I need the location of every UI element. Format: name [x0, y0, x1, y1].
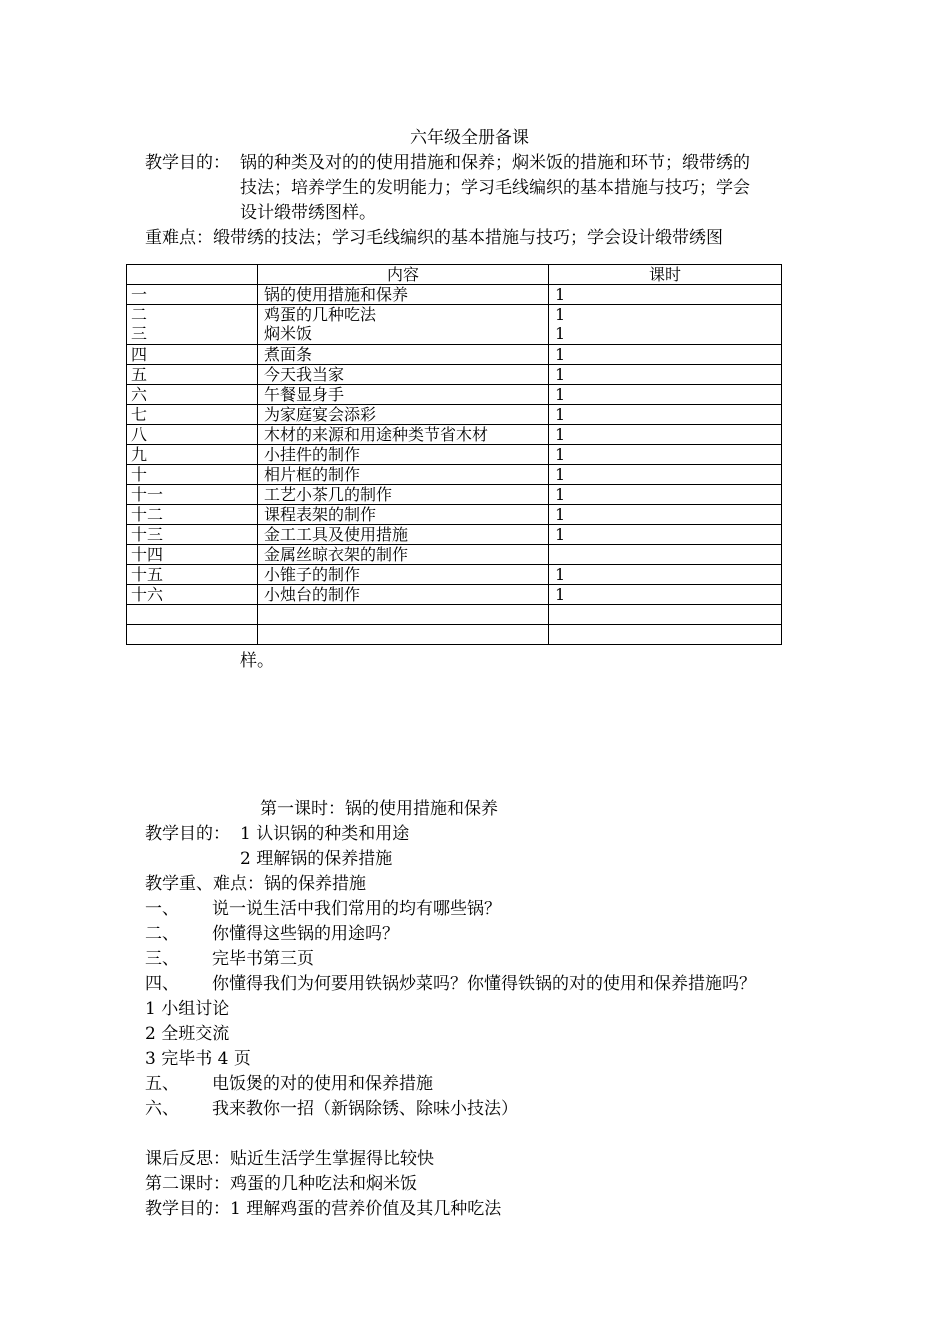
lesson1-objectives-label: 教学目的：: [145, 824, 230, 844]
empty-cell: [549, 605, 782, 625]
table-row: [127, 505, 782, 525]
lesson2-objective: 教学目的：1 理解鸡蛋的营养价值及其几种吃法: [145, 1199, 502, 1219]
row-content: 小锥子的制作: [258, 565, 549, 585]
table-row-empty: [127, 625, 782, 645]
row-hours: 1: [549, 405, 782, 425]
row-hours: 1: [549, 465, 782, 485]
row-num: 九: [127, 445, 258, 465]
row-num: 十五: [127, 565, 258, 585]
row-content: 小挂件的制作: [258, 445, 549, 465]
row-num: 十: [127, 465, 258, 485]
row-num-merged: [127, 305, 258, 345]
objectives-label: 教学目的：: [145, 153, 230, 173]
row-hours: [549, 545, 782, 565]
step-text: 你懂得这些锅的用途吗？: [212, 924, 399, 944]
table-row: [127, 385, 782, 405]
row-content: 今天我当家: [258, 365, 549, 385]
row-content: 木材的来源和用途种类节省木材: [258, 425, 549, 445]
row-content: 相片框的制作: [258, 465, 549, 485]
table-row: [127, 485, 782, 505]
table-row: [127, 285, 782, 305]
table-row: [127, 465, 782, 485]
step-number: 五、: [145, 1074, 179, 1094]
step-text: 完毕书第三页: [212, 949, 314, 969]
table-row: [127, 305, 782, 345]
empty-cell: [258, 605, 549, 625]
row-hours: 1: [549, 525, 782, 545]
row-content: 为家庭宴会添彩: [258, 405, 549, 425]
row-num: 三: [131, 324, 148, 343]
step-number: 二、: [145, 924, 179, 944]
row-num: 五: [127, 365, 258, 385]
table-row-empty: [127, 605, 782, 625]
table-row: [127, 525, 782, 545]
schedule-table: [126, 264, 782, 645]
substep: 3 完毕书 4 页: [145, 1049, 251, 1069]
row-content-merged: [258, 305, 549, 345]
lesson1-difficulty: 教学重、难点：锅的保养措施: [145, 874, 366, 894]
row-hours: 1: [549, 425, 782, 445]
step-number: 四、: [145, 974, 179, 994]
row-content: 煮面条: [258, 345, 549, 365]
objectives-line-3: 设计缎带绣图样。: [240, 203, 376, 223]
row-hours-merged: [549, 305, 782, 345]
row-hours: 1: [555, 305, 566, 324]
row-content: 工艺小茶几的制作: [258, 485, 549, 505]
difficulty-line: 重难点：缎带绣的技法；学习毛线编织的基本措施与技巧；学会设计缎带绣图: [145, 228, 723, 248]
substep: 2 全班交流: [145, 1024, 230, 1044]
table-row: [127, 445, 782, 465]
row-content: 焖米饭: [264, 324, 313, 343]
row-hours: 1: [549, 445, 782, 465]
table-row: [127, 425, 782, 445]
row-num: 二: [131, 305, 148, 324]
step-text: 电饭煲的对的使用和保养措施: [212, 1074, 433, 1094]
table-row: [127, 585, 782, 605]
row-num: 十四: [127, 545, 258, 565]
row-content: 鸡蛋的几种吃法: [264, 305, 377, 324]
row-content: 午餐显身手: [258, 385, 549, 405]
header-cell-num: [127, 265, 258, 285]
row-hours: 1: [555, 324, 566, 343]
table-row: [127, 345, 782, 365]
row-hours: 1: [549, 285, 782, 305]
step-number: 六、: [145, 1099, 179, 1119]
row-num: 七: [127, 405, 258, 425]
table-row: [127, 545, 782, 565]
row-content: 小烛台的制作: [258, 585, 549, 605]
row-hours: 1: [549, 485, 782, 505]
row-num: 六: [127, 385, 258, 405]
lesson1-objective-2: 2 理解锅的保养措施: [240, 849, 393, 869]
row-hours: 1: [549, 505, 782, 525]
empty-cell: [258, 625, 549, 645]
row-hours: 1: [549, 385, 782, 405]
step-number: 三、: [145, 949, 179, 969]
header-cell-hours: 课时: [549, 265, 782, 285]
step-number: 一、: [145, 899, 179, 919]
page-title: 六年级全册备课: [410, 128, 529, 148]
row-content: 金工工具及使用措施: [258, 525, 549, 545]
table-row: [127, 365, 782, 385]
empty-cell: [127, 605, 258, 625]
table-row: [127, 405, 782, 425]
row-hours: 1: [549, 365, 782, 385]
row-hours: 1: [549, 585, 782, 605]
lesson1-heading: 第一课时：锅的使用措施和保养: [260, 799, 498, 819]
empty-cell: [549, 625, 782, 645]
empty-cell: [127, 625, 258, 645]
table-header-row: [127, 265, 782, 285]
row-content: 金属丝晾衣架的制作: [258, 545, 549, 565]
row-num: 一: [127, 285, 258, 305]
row-num: 八: [127, 425, 258, 445]
difficulty-continuation: 样。: [240, 651, 274, 671]
row-num: 十三: [127, 525, 258, 545]
lesson1-reflection: 课后反思：贴近生活学生掌握得比较快: [145, 1149, 434, 1169]
objectives-line-1: 锅的种类及对的的使用措施和保养；焖米饭的措施和环节；缎带绣的: [240, 153, 750, 173]
objectives-line-2: 技法；培养学生的发明能力；学习毛线编织的基本措施与技巧；学会: [240, 178, 750, 198]
row-num: 十一: [127, 485, 258, 505]
step-text: 你懂得我们为何要用铁锅炒菜吗？你懂得铁锅的对的使用和保养措施吗？: [212, 974, 756, 994]
row-content: 课程表架的制作: [258, 505, 549, 525]
row-content: 锅的使用措施和保养: [258, 285, 549, 305]
header-cell-content: 内容: [258, 265, 549, 285]
table-row: [127, 565, 782, 585]
row-num: 十二: [127, 505, 258, 525]
row-num: 四: [127, 345, 258, 365]
step-text: 说一说生活中我们常用的均有哪些锅？: [212, 899, 501, 919]
row-num: 十六: [127, 585, 258, 605]
substep: 1 小组讨论: [145, 999, 230, 1019]
lesson1-objective-1: 1 认识锅的种类和用途: [240, 824, 410, 844]
row-hours: 1: [549, 565, 782, 585]
step-text: 我来教你一招（新锅除锈、除味小技法）: [212, 1099, 518, 1119]
lesson2-heading: 第二课时：鸡蛋的几种吃法和焖米饭: [145, 1174, 417, 1194]
row-hours: 1: [549, 345, 782, 365]
